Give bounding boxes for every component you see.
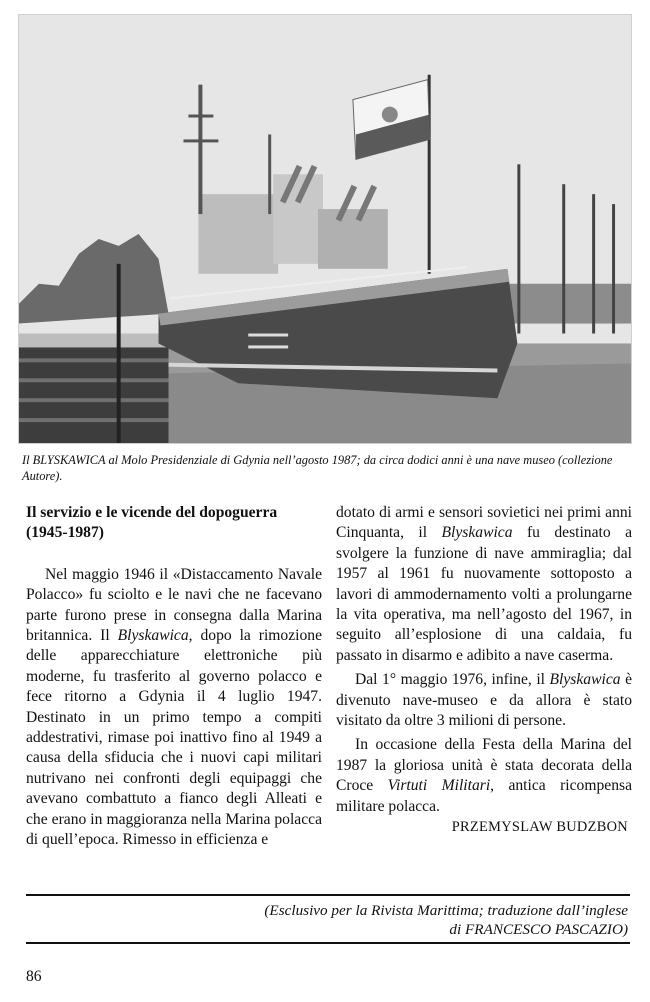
page-number: 86	[26, 968, 42, 985]
paragraph-1-part-b: dotato di armi e sensori sovietici nei primi anni Cinquanta, il Blyskawica fu destinato a svolgere la funzione di nave ammiraglia; dal 1957 al 1961 fu nuovamente sottoposto a lavori di ammodernamento volti a prolungarne la vita operativa, ma nell’agosto del 1967, in seguito all’esplosione di una caldaia, fu passato in disarmo e adibito a nave caserma.	[336, 504, 632, 664]
article-column-left	[26, 503, 322, 851]
credit-line-2: di FRANCESCO PASCAZIO)	[449, 920, 628, 938]
divider-bottom	[26, 942, 630, 944]
ship-photo-drawing	[19, 15, 631, 443]
polish-eagle-icon	[382, 107, 398, 123]
paragraph-2: Dal 1° maggio 1976, infine, il Blyskawica è divenuto nave-museo e da allora è stato visitato da oltre 3 milioni di persone.	[336, 671, 632, 730]
translation-credit	[108, 902, 628, 939]
photo-caption: Il BLYSKAWICA al Molo Presidenziale di Gdynia nell’agosto 1987; da circa dodici anni è una nave museo (collezione Autore).	[22, 453, 613, 483]
paragraph-1-part-a: Nel maggio 1946 il «Distaccamento Navale Polacco» fu sciolto e le navi che ne facevano parte furono prese in consegna dalla Marina britannica. Il Blyskawica, dopo la rimozione delle apparecchiature elettroniche più moderne, fu trasferito al governo polacco e fece ritorno a Gdynia il 4 luglio 1947. Destinato in un primo tempo a compiti addestrativi, rimase poi inattivo fino al 1949 a causa della sfiducia che i nuovi capi militari nutrivano nei confronti degli equipaggi che avevano combattuto a fianco degli Alleati e che erano in maggioranza nella Marina polacca di quell’epoca. Rimesso in efficienza e	[26, 565, 322, 849]
divider-top	[26, 894, 630, 896]
section-heading: Il servizio e le vicende del dopoguerra (1945-1987)	[26, 504, 278, 542]
credit-line-1: (Esclusivo per la Rivista Marittima; traduzione dall’inglese	[264, 902, 628, 919]
article-column-right	[336, 503, 632, 838]
paragraph-3: In occasione della Festa della Marina del 1987 la gloriosa unità è stata decorata della Croce Virtuti Militari, antica ricompensa militare polacca.	[336, 736, 632, 815]
author-name: PRZEMYSLAW BUDZBON	[451, 819, 628, 836]
ship-photo	[18, 14, 632, 444]
